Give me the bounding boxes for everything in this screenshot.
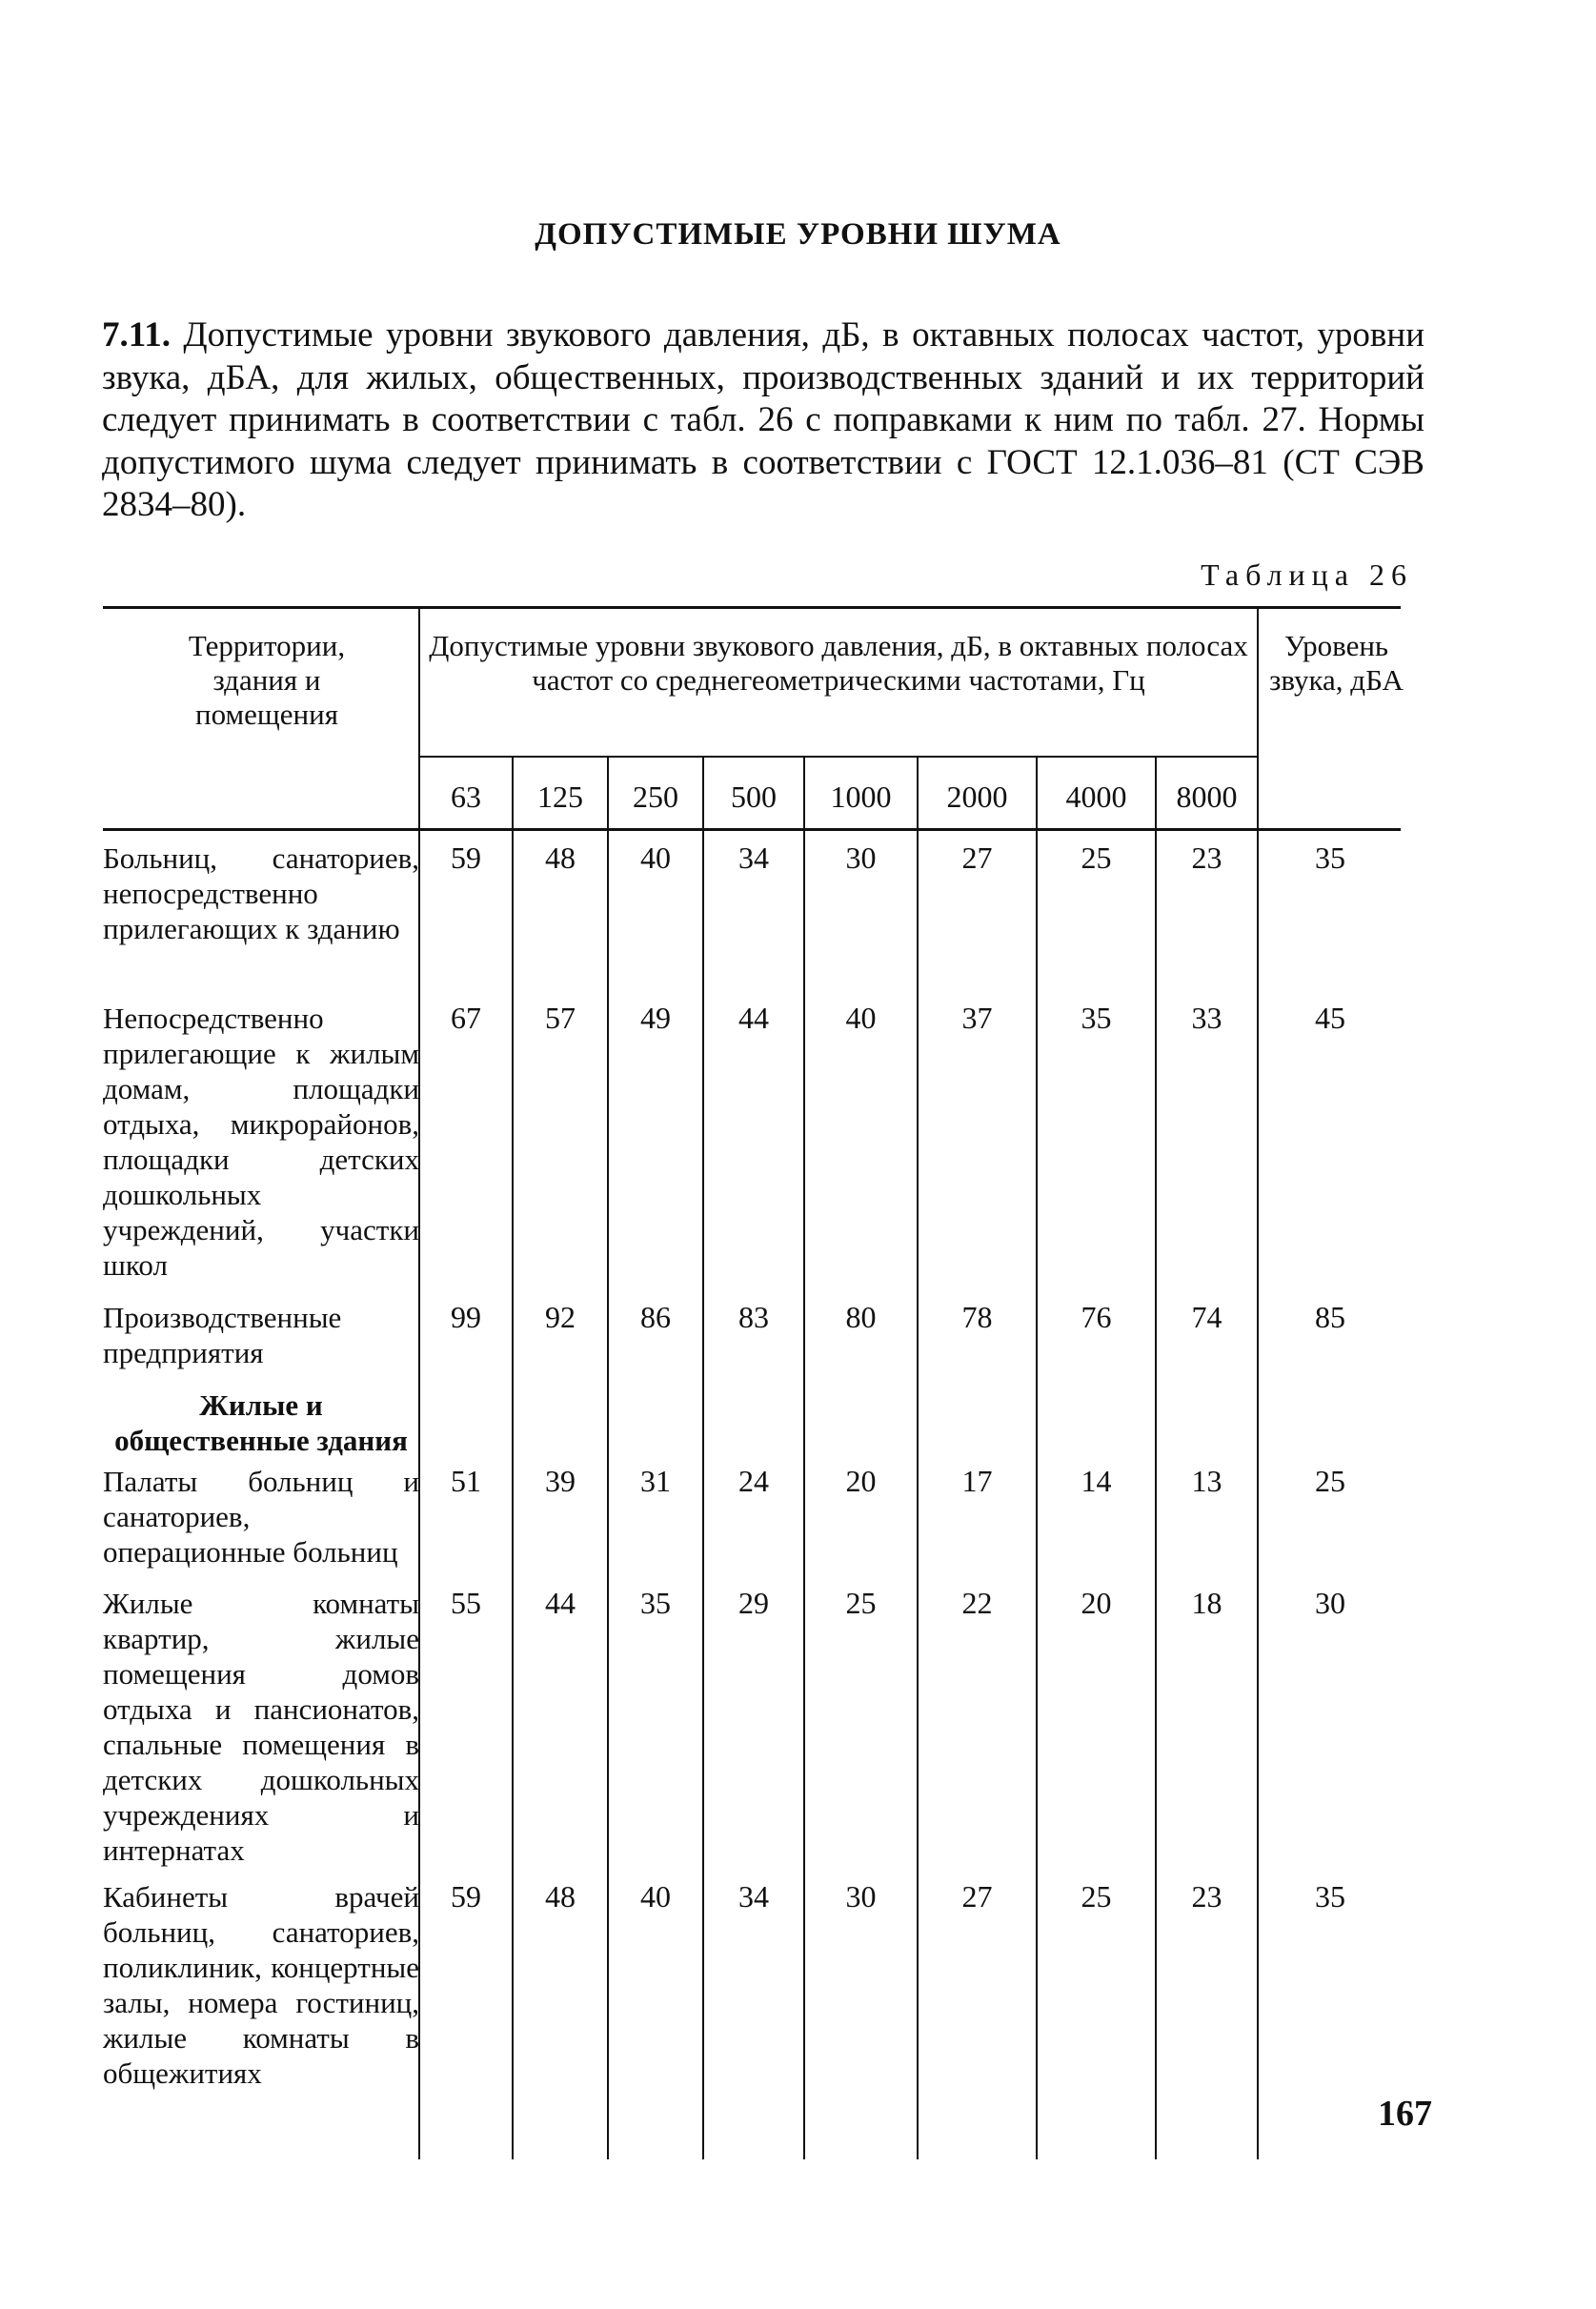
table-cell: 76 bbox=[1081, 1300, 1112, 1334]
clause-number: 7.11. bbox=[102, 315, 171, 354]
intro-paragraph bbox=[102, 314, 1424, 527]
row-label: Непосредственно прилегающие к жилым домам, площадки отдыха, микрорайонов, площадки детских дошкольных учреждений, участки школ bbox=[103, 1002, 419, 1282]
freq-header: 4000 bbox=[1065, 780, 1127, 814]
freq-header: 125 bbox=[537, 780, 583, 814]
table-cell: 20 bbox=[1081, 1586, 1112, 1620]
table-cell: 40 bbox=[845, 1001, 877, 1035]
table-cell: 34 bbox=[738, 1879, 769, 1914]
table-cell: 86 bbox=[640, 1300, 671, 1334]
table-cell: 29 bbox=[738, 1586, 769, 1620]
table-cell: 40 bbox=[640, 841, 671, 875]
table-cell: 14 bbox=[1081, 1464, 1112, 1498]
table-label: Таблица 26 bbox=[1201, 557, 1413, 592]
row-label: Палаты больниц и санаториев, операционные больниц bbox=[103, 1465, 419, 1569]
table-cell: 49 bbox=[640, 1001, 671, 1035]
freq-header: 500 bbox=[731, 780, 777, 814]
table-top-rule bbox=[103, 606, 1401, 609]
table-cell: 30 bbox=[845, 841, 877, 875]
freq-header: 1000 bbox=[830, 780, 892, 814]
sound-level-cell: 85 bbox=[1315, 1300, 1345, 1334]
table-cell: 34 bbox=[738, 841, 769, 875]
table-cell: 24 bbox=[738, 1464, 769, 1498]
sound-level-cell: 30 bbox=[1315, 1586, 1345, 1620]
table-cell: 25 bbox=[1081, 841, 1112, 875]
table-cell: 27 bbox=[961, 1879, 993, 1914]
table-cell: 55 bbox=[451, 1586, 481, 1620]
col-divider bbox=[803, 756, 805, 2159]
table-cell: 39 bbox=[545, 1464, 576, 1498]
table-cell: 80 bbox=[845, 1300, 877, 1334]
row-label: Производственные предприятия bbox=[103, 1301, 342, 1369]
col-divider bbox=[702, 756, 704, 2159]
table-cell: 25 bbox=[1081, 1879, 1112, 1914]
col-divider bbox=[607, 756, 609, 2159]
row-label: Кабинеты врачей больниц, санаториев, поликлиник, концертные залы, номера гостиниц, жилые комнаты в общежитиях bbox=[103, 1880, 419, 2090]
header-bottom-rule bbox=[103, 828, 1401, 831]
table-cell: 30 bbox=[845, 1879, 877, 1914]
table-cell: 23 bbox=[1191, 1879, 1222, 1914]
table-cell: 99 bbox=[451, 1300, 481, 1334]
freq-header: 2000 bbox=[946, 780, 1008, 814]
table-cell: 33 bbox=[1191, 1001, 1222, 1035]
table-cell: 78 bbox=[961, 1300, 993, 1334]
row-label: Больниц, санаториев, непосредственно прилегающих к зданию bbox=[103, 841, 419, 945]
sound-level-cell: 45 bbox=[1315, 1001, 1345, 1035]
table-cell: 48 bbox=[545, 841, 576, 875]
table-cell: 59 bbox=[451, 1879, 481, 1914]
table-cell: 59 bbox=[451, 841, 481, 875]
col-divider bbox=[512, 756, 514, 2159]
col-header-territories: Территории, здания и помещения bbox=[188, 629, 346, 731]
sound-level-cell: 25 bbox=[1315, 1464, 1345, 1498]
table-cell: 31 bbox=[640, 1464, 671, 1498]
page-heading: ДОПУСТИМЫЕ УРОВНИ ШУМА bbox=[535, 217, 1061, 252]
table-cell: 20 bbox=[845, 1464, 877, 1498]
table-cell: 57 bbox=[545, 1001, 576, 1035]
col-header-group: Допустимые уровни звукового давления, дБ, в октавных полосах частот со среднегеометрическими частотами, Гц bbox=[429, 629, 1248, 697]
table-cell: 25 bbox=[845, 1586, 877, 1620]
clause-text: Допустимые уровни звукового давления, дБ, в октавных полосах частот, уровни звука, дБА, для жилых, общественных, производственных зданий и их территорий следует принимать в соответствии с табл. 26 с поправками к ним по табл. 27. Нормы допустимого шума следует принимать в соответствии с ГОСТ 12.1.036–81 (СТ СЭВ 2834–80). bbox=[102, 315, 1424, 524]
table-cell: 48 bbox=[545, 1879, 576, 1914]
page-number: 167 bbox=[1378, 2094, 1432, 2134]
table-cell: 13 bbox=[1191, 1464, 1222, 1498]
table-cell: 23 bbox=[1191, 841, 1222, 875]
freq-header: 250 bbox=[633, 780, 678, 814]
col-divider bbox=[1036, 756, 1038, 2159]
table-cell: 22 bbox=[961, 1586, 993, 1620]
table-cell: 37 bbox=[961, 1001, 993, 1035]
row-label: Жилые комнаты квартир, жилые помещения домов отдыха и пансионатов, спальные помещения в детских дошкольных учреждениях и интернатах bbox=[103, 1587, 419, 1867]
table-cell: 35 bbox=[1081, 1001, 1112, 1035]
col-divider bbox=[917, 756, 919, 2159]
section-heading: Жилые и общественные здания bbox=[114, 1388, 408, 1457]
table-cell: 74 bbox=[1191, 1300, 1222, 1334]
table-cell: 44 bbox=[545, 1586, 576, 1620]
col-header-sound-level: Уровень звука, дБА bbox=[1269, 629, 1404, 697]
table-cell: 18 bbox=[1191, 1586, 1222, 1620]
sound-level-cell: 35 bbox=[1315, 1879, 1345, 1914]
table-cell: 35 bbox=[640, 1586, 671, 1620]
table-cell: 17 bbox=[961, 1464, 993, 1498]
sound-level-cell: 35 bbox=[1315, 841, 1345, 875]
table-cell: 92 bbox=[545, 1300, 576, 1334]
table-cell: 51 bbox=[451, 1464, 481, 1498]
col-divider bbox=[1155, 756, 1157, 2159]
header-subrule bbox=[419, 756, 1258, 758]
freq-header: 63 bbox=[451, 780, 481, 814]
freq-header: 8000 bbox=[1176, 780, 1238, 814]
table-cell: 83 bbox=[738, 1300, 769, 1334]
table-cell: 44 bbox=[738, 1001, 769, 1035]
table-cell: 40 bbox=[640, 1879, 671, 1914]
table-cell: 67 bbox=[451, 1001, 481, 1035]
col-divider bbox=[1257, 606, 1259, 2159]
table-cell: 27 bbox=[961, 841, 993, 875]
